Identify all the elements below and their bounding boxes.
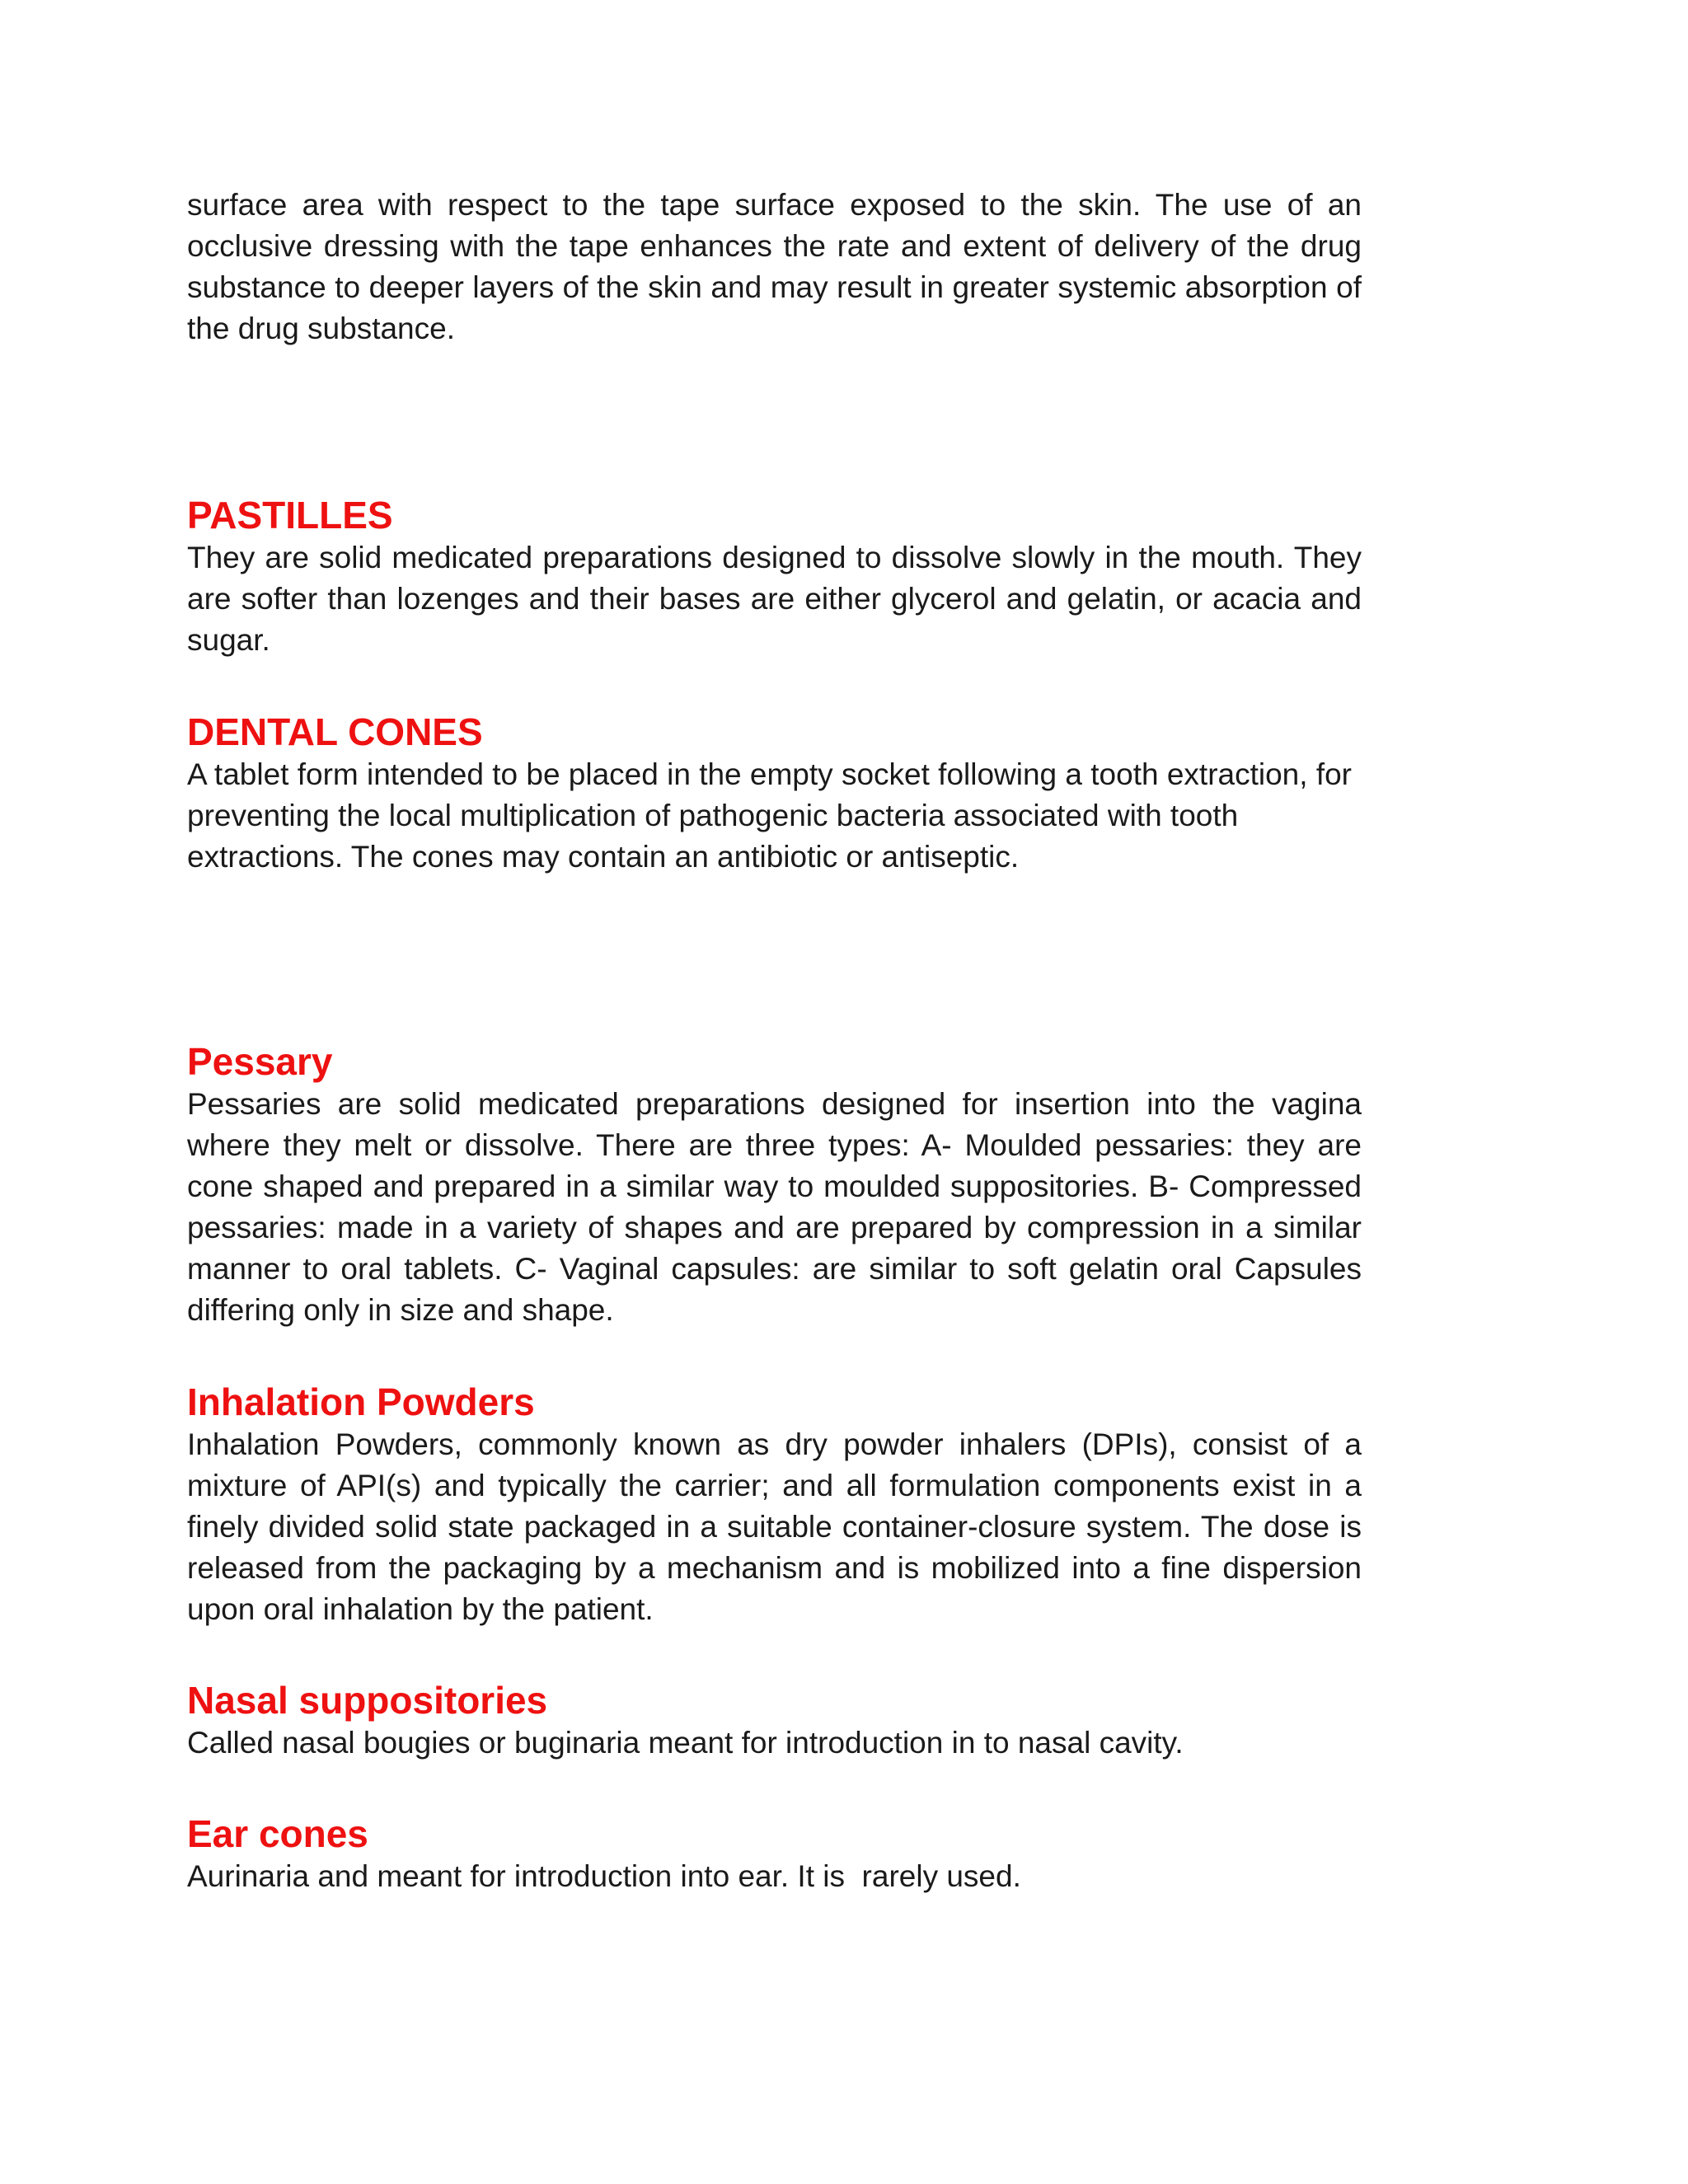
section-heading-ear-cones: Ear cones (187, 1812, 368, 1855)
section-body-dental-cones: A tablet form intended to be placed in the empty socket following a tooth extraction, for preventing the local multiplication of pathogenic bacteria associated with tooth extractions. The cones may contain an antibiotic or antiseptic. (187, 757, 1352, 874)
intro-block (187, 185, 1362, 349)
section-heading-inhalation-powders: Inhalation Powders (187, 1380, 535, 1423)
section-inhalation-powders (187, 1380, 1362, 1630)
section-heading-nasal-suppositories: Nasal suppositories (187, 1679, 548, 1722)
section-heading-pessary: Pessary (187, 1040, 333, 1083)
section-body-inhalation-powders: Inhalation Powders, commonly known as dry powder inhalers (DPIs), consist of a mixture of API(s) and typically the carrier; and all formulation components exist in a finely divided solid state packaged in a suitable container-closure system. The dose is released from the packaging by a mechanism and is mobilized into a fine dispersion upon oral inhalation by the patient. (187, 1427, 1362, 1626)
section-heading-dental-cones: DENTAL CONES (187, 710, 483, 753)
intro-paragraph: surface area with respect to the tape surface exposed to the skin. The use of an occlusive dressing with the tape enhances the rate and extent of delivery of the drug substance to deeper layers of the skin and may result in greater systemic absorption of the drug substance. (187, 188, 1362, 345)
section-dental-cones (187, 710, 1362, 878)
section-nasal-suppositories (187, 1678, 1362, 1764)
section-body-ear-cones: Aurinaria and meant for introduction into ear. It is rarely used. (187, 1859, 1021, 1893)
section-pastilles (187, 493, 1362, 661)
section-pessary (187, 1039, 1362, 1331)
section-body-nasal-suppositories: Called nasal bougies or buginaria meant for introduction in to nasal cavity. (187, 1726, 1184, 1760)
section-ear-cones (187, 1811, 1362, 1897)
section-heading-pastilles: PASTILLES (187, 494, 393, 537)
section-body-pessary: Pessaries are solid medicated preparations designed for insertion into the vagina where they melt or dissolve. There are three types: A- Moulded pessaries: they are cone shaped and prepared in a similar way to moulded suppositories. B- Compressed pessaries: made in a variety of shapes and are prepared by compression in a similar manner to oral tablets. C- Vaginal capsules: are similar to soft gelatin oral Capsules differing only in size and shape. (187, 1087, 1362, 1327)
section-body-pastilles: They are solid medicated preparations designed to dissolve slowly in the mouth. They are softer than lozenges and their bases are either glycerol and gelatin, or acacia and sugar. (187, 541, 1362, 657)
